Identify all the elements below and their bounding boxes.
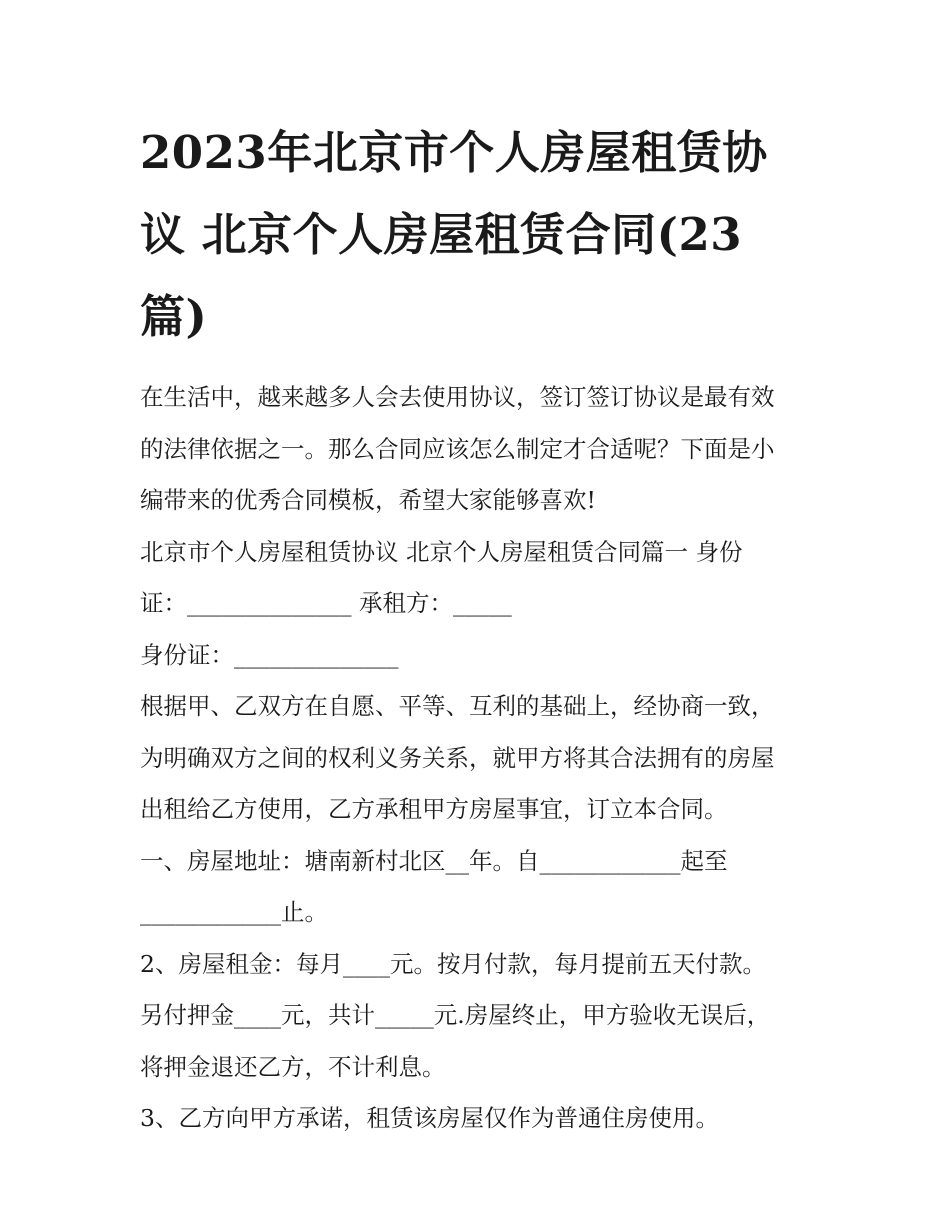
body-line: 另付押金____元，共计_____元.房屋终止，甲方验收无误后， — [140, 1001, 771, 1029]
body-line: 2、房屋租金：每月____元。按月付款，每月提前五天付款。 — [140, 949, 766, 978]
body-line: 的法律依据之一。那么合同应该怎么制定才合适呢？下面是小 — [140, 434, 775, 463]
body-line: 根据甲、乙双方在自愿、平等、互利的基础上，经协商一致， — [140, 692, 775, 720]
document-page — [140, 112, 820, 1145]
body-line: 为明确双方之间的权利义务关系，就甲方将其合法拥有的房屋 — [140, 743, 775, 772]
body-line: 在生活中，越来越多人会去使用协议，签订签订协议是最有效 — [140, 383, 775, 411]
body-line: 北京市个人房屋租赁协议 北京个人房屋租赁合同篇一 身份 — [140, 537, 743, 566]
title-line: 议 北京个人房屋租赁合同(23 — [140, 208, 743, 261]
body-line: 一、房屋地址：塘南新村北区__年。自____________起至 — [140, 846, 728, 875]
document-title — [140, 112, 820, 358]
title-line: 2023年北京市个人房屋租赁协 — [140, 126, 768, 179]
body-line: 出租给乙方使用，乙方承租甲方房屋事宜，订立本合同。 — [140, 795, 728, 823]
body-line: 证：______________ 承租方：_____ — [140, 589, 512, 617]
title-line: 篇) — [140, 290, 208, 343]
body-line: ____________止。 — [140, 898, 328, 926]
body-line: 身份证：______________ — [140, 640, 399, 669]
body-line: 将押金退还乙方，不计利息。 — [140, 1052, 446, 1081]
body-line: 3、乙方向甲方承诺，租赁该房屋仅作为普通住房使用。 — [140, 1104, 719, 1132]
document-body — [140, 372, 820, 1145]
body-line: 编带来的优秀合同模板，希望大家能够喜欢! — [140, 486, 596, 514]
